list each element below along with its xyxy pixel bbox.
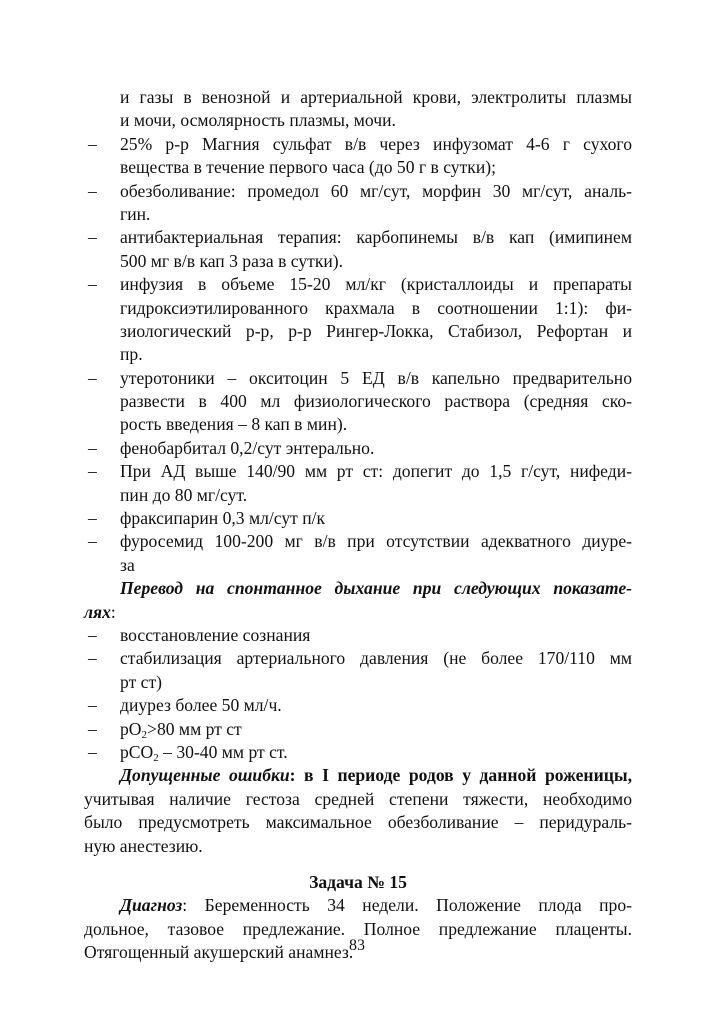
list-item: – стабилизация артериального давления (не более 170/110 мм bbox=[84, 647, 632, 670]
text-line: пр. bbox=[120, 344, 143, 365]
list-item: – диурез более 50 мл/ч. bbox=[84, 694, 632, 717]
text-line: дольное, тазовое предлежание. Полное предлежание плаценты. bbox=[84, 918, 632, 939]
list-item bbox=[84, 718, 632, 741]
text-line: рт ст) bbox=[120, 671, 163, 692]
text-line: Отягощенный акушерский анамнез. bbox=[84, 942, 354, 963]
text-line: гидроксиэтилированного крахмала в соотношении 1:1): фи- bbox=[120, 297, 632, 318]
subscript: 2 bbox=[141, 728, 148, 741]
errors-heading: Допущенные ошибки bbox=[120, 765, 290, 786]
text-line: и мочи, осмолярность плазмы, мочи. bbox=[120, 110, 396, 131]
diagnosis-heading: Диагноз bbox=[120, 895, 183, 916]
text-line bbox=[84, 894, 632, 917]
text-line: вещества в течение первого часа (до 50 г в сутки); bbox=[120, 157, 497, 178]
text-line: учитывая наличие гестоза средней степени тяжести, необходимо bbox=[84, 788, 632, 809]
page-number: 83 bbox=[349, 937, 365, 954]
text-line: пин до 80 мг/сут. bbox=[120, 484, 248, 505]
text-line: было предусмотреть максимальное обезболивание – перидураль- bbox=[84, 812, 632, 833]
pco2-value: – 30-40 мм рт ст. bbox=[158, 741, 288, 762]
list-item: – 25% р-р Магния сульфат в/в через инфузомат 4-6 г сухого bbox=[84, 133, 632, 156]
diagnosis-text: : Беременность 34 недели. Положение плода про- bbox=[182, 895, 632, 916]
list-item: – фраксипарин 0,3 мл/сут п/к bbox=[84, 507, 632, 530]
list-item: – обезболивание: промедол 60 мг/сут, морфин 30 мг/сут, аналь- bbox=[84, 180, 632, 203]
subscript: 2 bbox=[153, 751, 159, 764]
section-lead-heading-end: лях bbox=[84, 601, 111, 622]
task-heading: Задача № 15 bbox=[309, 871, 407, 892]
list-item: – восстановление сознания bbox=[84, 624, 632, 647]
text-line: развести в 400 мл физиологического раствора (средняя ско- bbox=[120, 391, 632, 412]
text-line: гин. bbox=[120, 203, 151, 224]
text-line bbox=[84, 764, 632, 787]
list-item: – фуросемид 100-200 мг в/в при отсутствии адекватного диуре- bbox=[84, 530, 632, 553]
errors-colon: : в I периоде родов у данной роженицы, bbox=[289, 765, 632, 786]
pco2-label: pCO bbox=[120, 741, 154, 762]
po2-value: >80 мм рт ст bbox=[147, 718, 242, 739]
text-line: ную анестезию. bbox=[84, 835, 203, 856]
text-line: зиологический р-р, р-р Рингер-Локка, Стабизол, Рефортан и bbox=[120, 320, 632, 341]
list-item: – инфузия в объеме 15-20 мл/кг (кристаллоиды и препараты bbox=[84, 273, 632, 296]
section-lead-heading: Перевод на спонтанное дыхание при следующих показате- bbox=[120, 578, 632, 599]
list-item: – утеротоники – окситоцин 5 ЕД в/в капельно предварительно bbox=[84, 367, 632, 390]
text-line: за bbox=[120, 554, 135, 575]
page-content bbox=[84, 86, 632, 964]
list-item: – фенобарбитал 0,2/сут энтерально. bbox=[84, 437, 632, 460]
text-line: 500 мг в/в кап 3 раза в сутки). bbox=[120, 250, 344, 271]
po2-label: pO bbox=[120, 718, 142, 739]
colon: : bbox=[110, 601, 116, 622]
text-line: рость введения – 8 кап в мин). bbox=[120, 414, 348, 435]
list-item: – антибактериальная терапия: карбопинемы в/в кап (имипинем bbox=[84, 226, 632, 249]
list-item: – При АД выше 140/90 мм рт ст: допегит до 1,5 г/сут, нифеди- bbox=[84, 460, 632, 483]
text-line: и газы в венозной и артериальной крови, электролиты плазмы bbox=[120, 87, 632, 107]
text-line bbox=[84, 601, 632, 624]
list-item bbox=[84, 741, 632, 764]
